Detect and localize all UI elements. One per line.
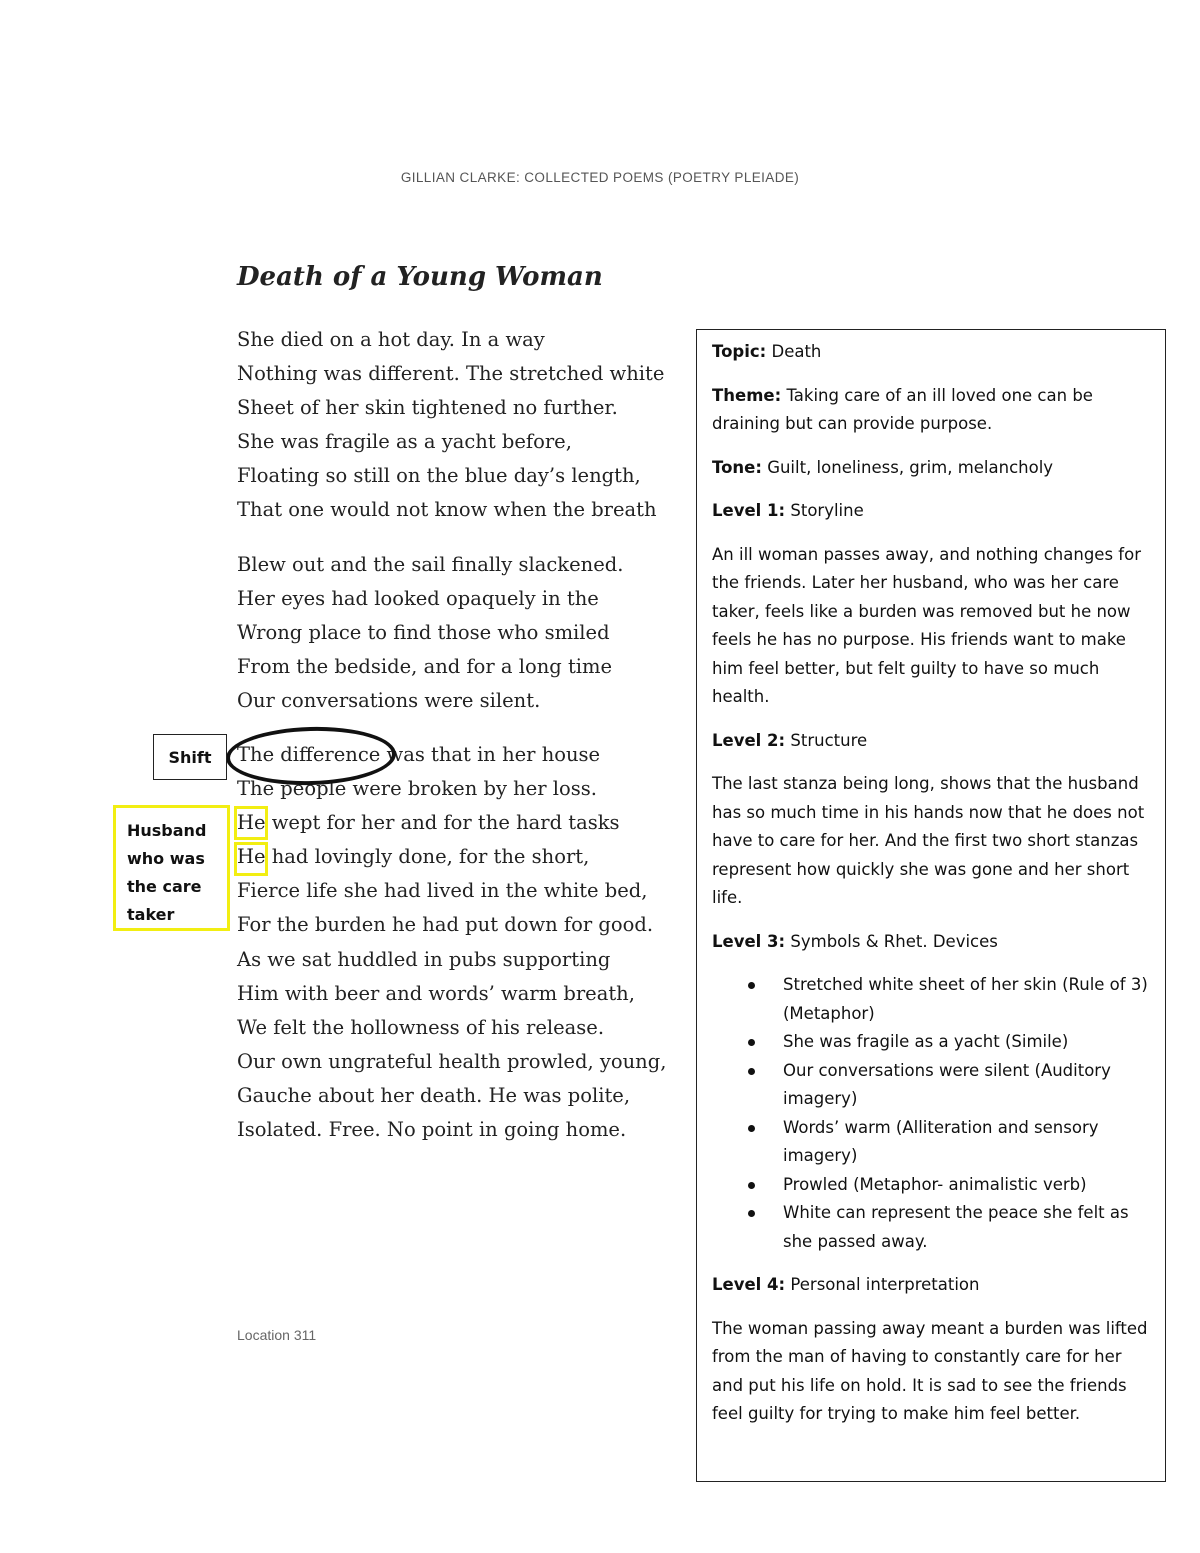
level1-value: Storyline [790, 501, 864, 520]
device-text: Stretched white sheet of her skin (Rule of 3) (Metaphor) [783, 975, 1148, 1023]
level3-value: Symbols & Rhet. Devices [790, 931, 998, 951]
location-label: Location 311 [237, 1327, 317, 1343]
level4-value: Personal interpretation [790, 1275, 980, 1294]
device-item [783, 971, 1151, 1028]
bullet-icon [748, 1182, 755, 1189]
poem-line: She died on a hot day. In a way [237, 328, 545, 351]
poem-line: Nothing was different. The stretched white [237, 362, 665, 385]
level3-heading [712, 928, 1151, 957]
device-item [783, 1028, 1151, 1057]
poem-line: Our own ungrateful health prowled, young, [237, 1050, 667, 1073]
poem-line: As we sat huddled in pubs supporting [237, 948, 611, 971]
device-item [783, 1171, 1151, 1200]
poem-line: She was fragile as a yacht before, [237, 430, 572, 453]
running-head: GILLIAN CLARKE: COLLECTED POEMS (POETRY PLEIADE) [400, 170, 800, 185]
topic-label: Topic: [712, 342, 767, 361]
device-item [783, 1199, 1151, 1256]
bullet-icon [748, 982, 755, 989]
poem-line: Her eyes had looked opaquely in the [237, 587, 599, 610]
poem-line: He wept for her and for the hard tasks [237, 811, 620, 834]
husband-label [113, 805, 230, 931]
tone-row [712, 454, 1151, 483]
poem-line: For the burden he had put down for good. [237, 913, 654, 936]
poem-line: From the bedside, and for a long time [237, 655, 613, 678]
device-text: White can represent the peace she felt as she passed away. [783, 1203, 1129, 1251]
level2-value: Structure [790, 730, 868, 750]
topic-row [712, 338, 1151, 367]
level4-heading [712, 1271, 1151, 1300]
device-text: Words’ warm (Alliteration and sensory imagery) [783, 1117, 1099, 1165]
poem-line: Fierce life she had lived in the white bed, [237, 879, 648, 902]
poem-line: Gauche about her death. He was polite, [237, 1084, 631, 1107]
husband-label-line: the care [127, 877, 202, 896]
bullet-icon [748, 1125, 755, 1132]
device-text: Prowled (Metaphor- animalistic verb) [783, 1174, 1087, 1194]
poem-line: Wrong place to find those who smiled [237, 621, 610, 644]
husband-label-line: taker [127, 905, 175, 924]
level2-heading [712, 727, 1151, 756]
level1-heading [712, 497, 1151, 526]
poem-line: He had lovingly done, for the short, [237, 845, 590, 868]
tone-label: Tone: [712, 457, 762, 477]
bullet-icon [748, 1210, 755, 1217]
bullet-icon [748, 1039, 755, 1046]
device-item [783, 1114, 1151, 1171]
poem-line: The difference was that in her house [237, 743, 601, 766]
poem-line: That one would not know when the breath [237, 498, 657, 521]
poem-line: Blew out and the sail finally slackened. [237, 553, 624, 576]
husband-label-line: who was [127, 849, 205, 868]
tone-value: Guilt, loneliness, grim, melancholy [767, 457, 1054, 477]
level3-label: Level 3: [712, 931, 786, 951]
he-highlight [234, 842, 268, 876]
shift-label: Shift [153, 734, 227, 780]
topic-value: Death [771, 342, 822, 361]
poem-line: Him with beer and words’ warm breath, [237, 982, 635, 1005]
poem-title: Death of a Young Woman [237, 262, 603, 292]
level2-text: The last stanza being long, shows that the husband has so much time in his hands now that he does not have to care for her. And the first two short stanzas represent how quickly she was gone and her short life. [712, 774, 1145, 907]
theme-row [712, 382, 1151, 439]
poem-line: Floating so still on the blue day’s length, [237, 464, 641, 487]
analysis-notes [696, 329, 1166, 1482]
level4-label: Level 4: [712, 1275, 786, 1294]
level4-text: The woman passing away meant a burden was lifted from the man of having to constantly care for her and put his life on hold. It is sad to see the friends feel guilty for trying to make him feel better. [712, 1318, 1148, 1423]
device-text: Our conversations were silent (Auditory imagery) [783, 1060, 1111, 1108]
bullet-icon [748, 1068, 755, 1075]
poem-line: Sheet of her skin tightened no further. [237, 396, 618, 419]
level1-text: An ill woman passes away, and nothing changes for the friends. Later her husband, who was her care taker, feels like a burden was removed but he now feels he has no purpose. His friends want to make him feel better, but felt guilty to have so much health. [712, 544, 1141, 706]
level1-label: Level 1: [712, 501, 786, 520]
poem-line: Our conversations were silent. [237, 689, 541, 712]
theme-label: Theme: [712, 385, 782, 405]
he-highlight [234, 806, 268, 840]
poem-line: Isolated. Free. No point in going home. [237, 1118, 627, 1141]
husband-label-line: Husband [127, 821, 207, 840]
poem-line: We felt the hollowness of his release. [237, 1016, 605, 1039]
device-text: She was fragile as a yacht (Simile) [783, 1032, 1069, 1051]
devices-list [712, 971, 1151, 1256]
device-item [783, 1057, 1151, 1114]
poem-line: The people were broken by her loss. [237, 777, 597, 800]
theme-value: Taking care of an ill loved one can be draining but can provide purpose. [712, 385, 1093, 433]
level2-label: Level 2: [712, 730, 786, 750]
